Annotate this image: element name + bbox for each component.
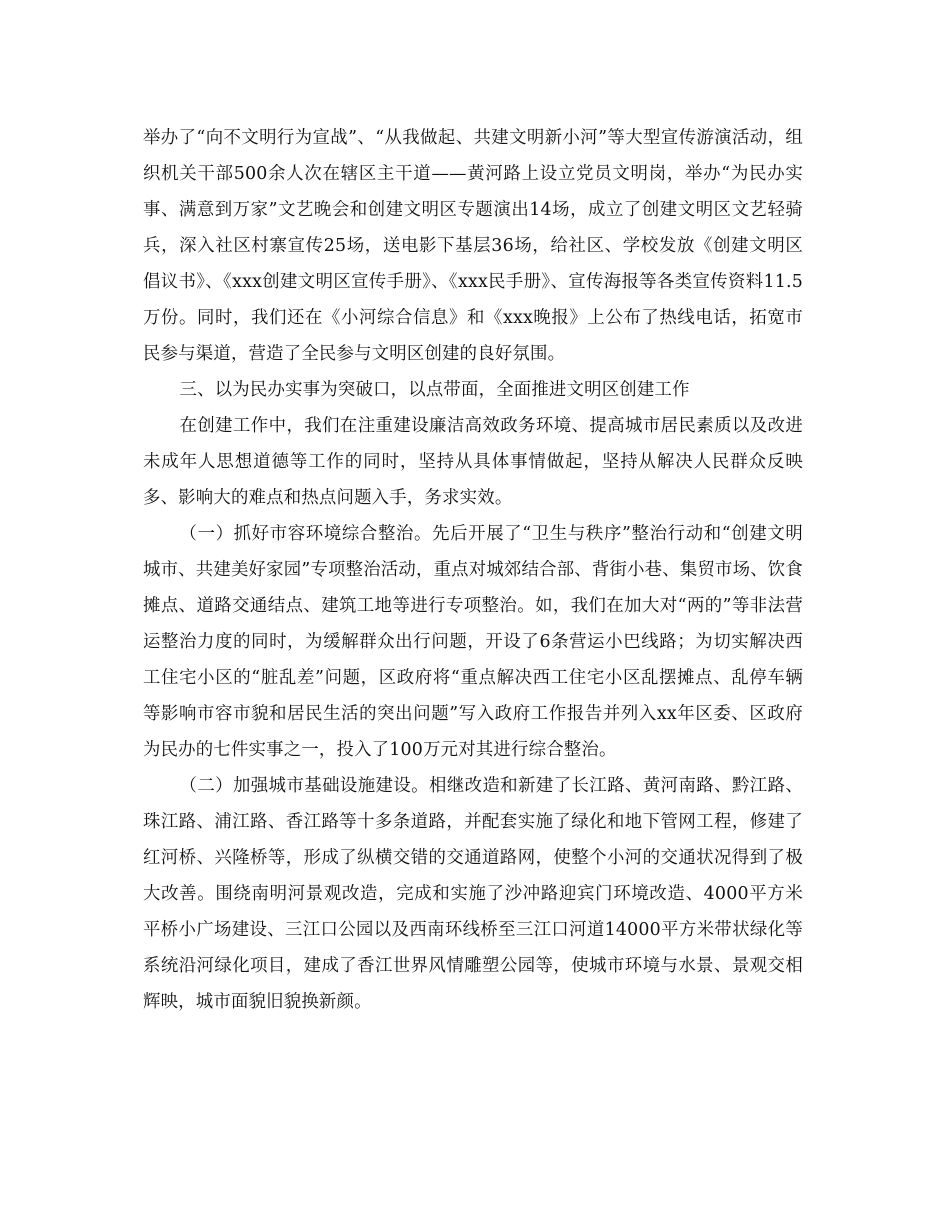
paragraph-publicity-activities: 举办了“向不文明行为宣战”、“从我做起、共建文明新小河”等大型宣传游演活动，组织机关干部500余人次在辖区主干道——黄河路上设立党员文明岗，举办“为民办实事、满意到万家”文艺晚会和创建文明区专题演出14场，成立了创建文明区文艺轻骑兵，深入社区村寨宣传25场，送电影下基层36场，给社区、学校发放《创建文明区倡议书》、《xxx创建文明区宣传手册》、《xxx民手册》、宣传海报等各类宣传资料11.5万份。同时，我们还在《小河综合信息》和《xxx晚报》上公布了热线电话，拓宽市民参与渠道，营造了全民参与文明区创建的良好氛围。 [143,128,803,364]
paragraph-environment-rectification: （一）抓好市容环境综合整治。先后开展了“卫生与秩序”整治行动和“创建文明城市、共建美好家园”专项整治活动，重点对城郊结合部、背街小巷、集贸市场、饮食摊点、道路交通结点、建筑工地等进行专项整治。如，我们在加大对“两的”等非法营运整治力度的同时，为缓解群众出行问题，开设了6条营运小巴线路；为切实解决西工住宅小区的“脏乱差”问题，区政府将“重点解决西工住宅小区乱摆摊点、乱停车辆等影响市容市貌和居民生活的突出问题”写入政府工作报告并列入xx年区委、区政府为民办的七件实事之一，投入了100万元对其进行综合整治。 [143,524,803,760]
section-heading-three: 三、以为民办实事为突破口，以点带面，全面推进文明区创建工作 [179,380,690,400]
paragraph-creation-work: 在创建工作中，我们在注重建设廉洁高效政务环境、提高城市居民素质以及改进未成年人思想道德等工作的同时，坚持从具体事情做起，坚持从解决人民群众反映多、影响大的难点和热点问题入手，务求实效。 [143,416,803,508]
document-body [143,120,803,1020]
paragraph-infrastructure-construction: （二）加强城市基础设施建设。相继改造和新建了长江路、黄河南路、黔江路、珠江路、浦江路、香江路等十多条道路，并配套实施了绿化和地下管网工程，修建了红河桥、兴隆桥等，形成了纵横交错的交通道路网，使整个小河的交通状况得到了极大改善。围绕南明河景观改造，完成和实施了沙冲路迎宾门环境改造、4000平方米平桥小广场建设、三江口公园以及西南环线桥至三江口河道14000平方米带状绿化等系统沿河绿化项目，建成了香江世界风情雕塑公园等，使城市环境与水景、景观交相辉映，城市面貌旧貌换新颜。 [143,776,803,1012]
